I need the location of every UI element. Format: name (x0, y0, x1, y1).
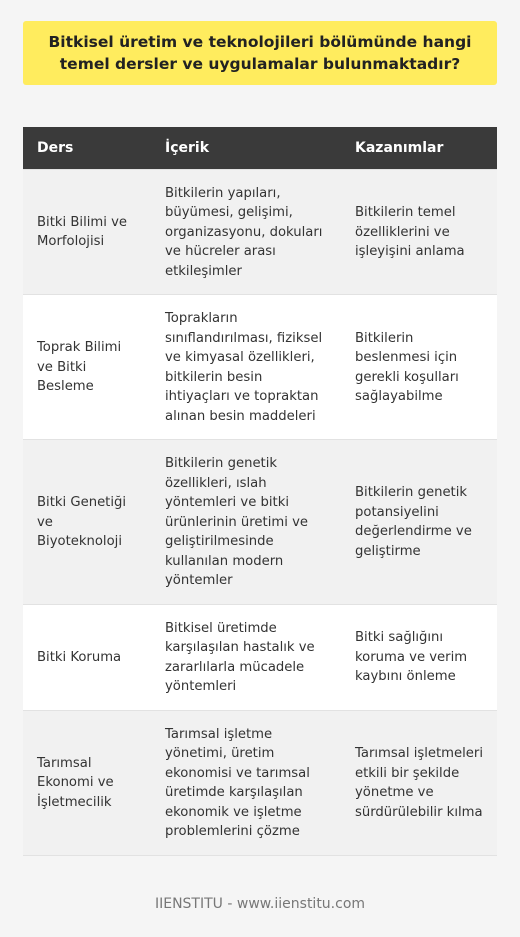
cell-kazanimlar: Bitkilerin genetik potansiyelini değerlendirme ve geliştirme (341, 440, 497, 605)
table-header-row (23, 127, 497, 169)
cell-kazanimlar: Bitkilerin beslenmesi için gerekli koşulları sağlayabilme (341, 295, 497, 440)
cell-ders: Tarımsal Ekonomi ve İşletmecilik (23, 710, 151, 855)
table-row (23, 710, 497, 855)
cell-icerik: Bitkisel üretimde karşılaşılan hastalık ve zararlılarla mücadele yöntemleri (151, 604, 341, 710)
cell-ders: Toprak Bilimi ve Bitki Besleme (23, 295, 151, 440)
title-banner (23, 21, 497, 85)
cell-icerik: Tarımsal işletme yönetimi, üretim ekonomisi ve tarımsal üretimde karşılaşılan ekonomik ve işletme problemlerini çözme (151, 710, 341, 855)
footer-source: IIENSTITU - www.iienstitu.com (154, 896, 366, 912)
cell-icerik: Bitkilerin yapıları, büyümesi, gelişimi, organizasyonu, dokuları ve hücreler arası etkileşimler (151, 169, 341, 295)
page-title: Bitkisel üretim ve teknolojileri bölümünde hangi temel dersler ve uygulamalar bulunmaktadır? (48, 33, 472, 73)
cell-kazanimlar: Tarımsal işletmeleri etkili bir şekilde yönetme ve sürdürülebilir kılma (341, 710, 497, 855)
table-row (23, 169, 497, 295)
table-row (23, 295, 497, 440)
table-row (23, 440, 497, 605)
cell-ders: Bitki Genetiği ve Biyoteknoloji (23, 440, 151, 605)
courses-table (23, 127, 497, 856)
column-header-kazanimlar: Kazanımlar (341, 127, 497, 169)
cell-icerik: Bitkilerin genetik özellikleri, ıslah yöntemleri ve bitki ürünlerinin üretimi ve geliştirilmesinde kullanılan modern yöntemler (151, 440, 341, 605)
cell-ders: Bitki Koruma (23, 604, 151, 710)
cell-ders: Bitki Bilimi ve Morfolojisi (23, 169, 151, 295)
column-header-icerik: İçerik (151, 127, 341, 169)
cell-kazanimlar: Bitkilerin temel özelliklerini ve işleyişini anlama (341, 169, 497, 295)
cell-kazanimlar: Bitki sağlığını koruma ve verim kaybını önleme (341, 604, 497, 710)
table-row (23, 604, 497, 710)
column-header-ders: Ders (23, 127, 151, 169)
cell-icerik: Toprakların sınıflandırılması, fiziksel ve kimyasal özellikleri, bitkilerin besin ihtiyaçları ve topraktan alınan besin maddeleri (151, 295, 341, 440)
